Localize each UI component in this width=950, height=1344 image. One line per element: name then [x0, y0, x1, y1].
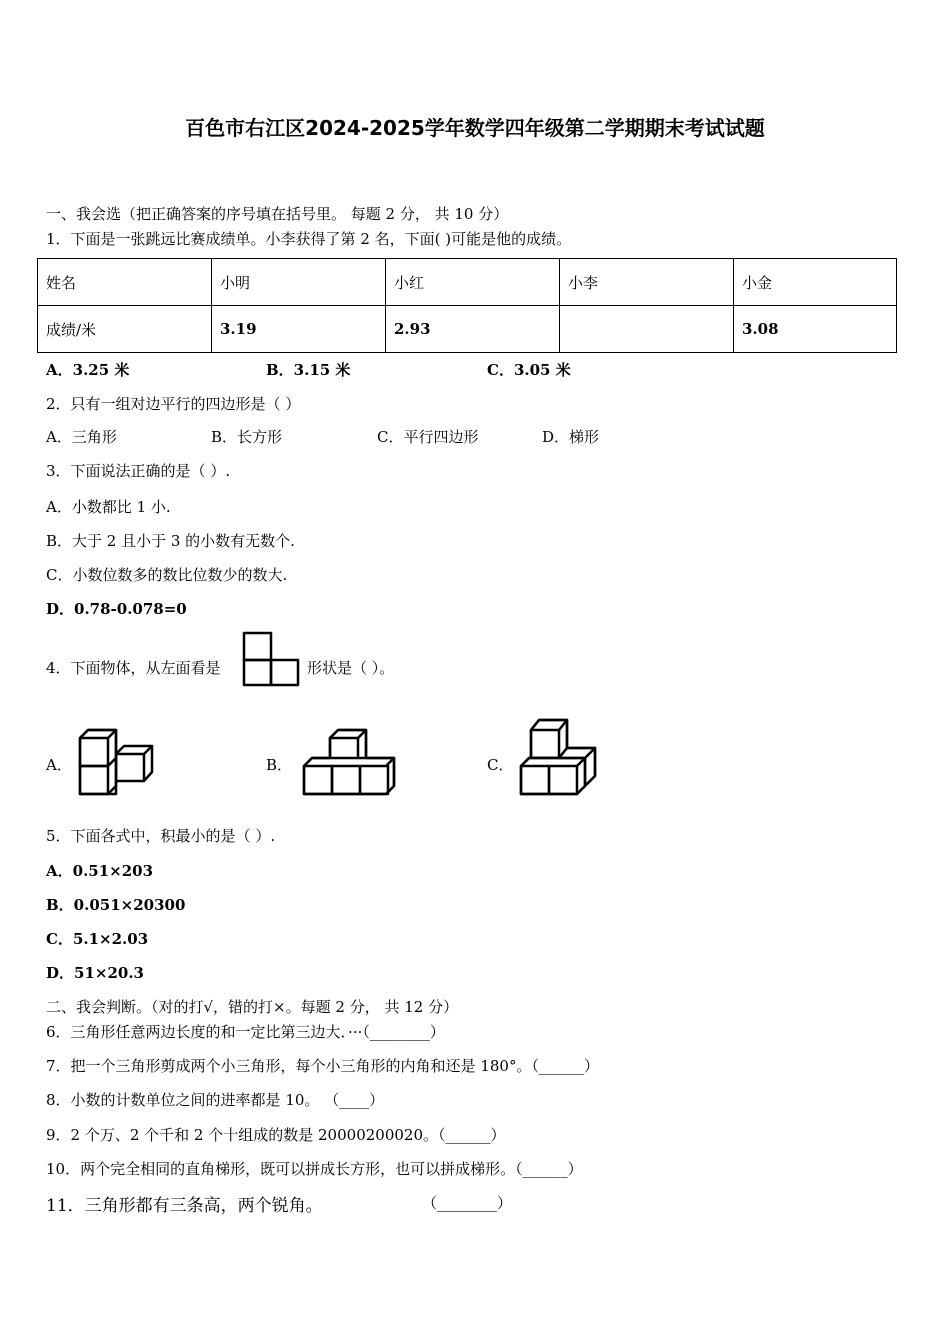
q5-option-c: C．5.1×2.03: [46, 930, 149, 948]
q4-text: 4．下面物体，从左面看是: [46, 659, 221, 677]
q5-option-a: A．0.51×203: [46, 862, 154, 880]
table-cell: 3.19: [212, 306, 386, 353]
q3-option-b: B．大于 2 且小于 3 的小数有无数个.: [46, 532, 295, 550]
judgment-item: 9．2 个万、2 个千和 2 个十组成的数是 20000200020。（______）: [46, 1126, 506, 1144]
left-view-shape-icon: [241, 630, 301, 688]
q2-option-d: D．梯形: [542, 428, 600, 446]
table-row: [38, 306, 897, 353]
q2-option-b: B．长方形: [211, 428, 283, 446]
q1-option-c: C．3.05 米: [487, 361, 571, 379]
q11-text: 11．三角形都有三条高，两个锐角。: [46, 1196, 323, 1216]
q2-option-c: C．平行四边形: [377, 428, 479, 446]
q4-option-a: A．: [46, 756, 72, 774]
q2-option-a: A．三角形: [46, 428, 117, 446]
q1-option-b: B．3.15 米: [266, 361, 351, 379]
q3-option-a: A．小数都比 1 小.: [46, 498, 171, 516]
page-title: 百色市右江区2024-2025学年数学四年级第二学期期末考试试题: [185, 116, 765, 140]
q5-option-d: D．51×20.3: [46, 964, 144, 982]
table-row-label: 成绩/米: [38, 306, 212, 353]
q3-option-c: C．小数位数多的数比位数少的数大.: [46, 566, 288, 584]
q2-text: 2．只有一组对边平行的四边形是（ ）: [46, 395, 301, 413]
table-header-cell: 小明: [212, 259, 386, 306]
q4-text-after: 形状是（ ）。: [307, 659, 395, 677]
judgment-item: 7．把一个三角形剪成两个小三角形，每个小三角形的内角和还是 180°。（______）: [46, 1057, 599, 1075]
table-cell: 3.08: [734, 306, 897, 353]
q4-option-b: B．: [266, 756, 293, 774]
section2-heading: 二、我会判断。（对的打√，错的打×。每题 2 分， 共 12 分）: [46, 998, 459, 1016]
table-row: [38, 259, 897, 306]
q1-text: 1．下面是一张跳远比赛成绩单。小李获得了第 2 名，下面( )可能是他的成绩。: [46, 230, 572, 248]
q5-option-b: B．0.051×20300: [46, 896, 186, 914]
judgment-item: 10．两个完全相同的直角梯形，既可以拼成长方形，也可以拼成梯形。（______）: [46, 1160, 583, 1178]
cube-figure-b-icon: [300, 726, 400, 798]
q4-option-c: C．: [487, 756, 514, 774]
cube-figure-a-icon: [76, 726, 158, 798]
score-table: [37, 258, 897, 353]
section1-heading: 一、我会选（把正确答案的序号填在括号里。 每题 2 分， 共 10 分）: [46, 205, 509, 223]
table-header-cell: 小李: [560, 259, 734, 306]
table-header-cell: 姓名: [38, 259, 212, 306]
cube-figure-c-icon: [517, 716, 599, 798]
table-header-cell: 小红: [386, 259, 560, 306]
table-cell: 2.93: [386, 306, 560, 353]
judgment-item: 8．小数的计数单位之间的进率都是 10。 （____）: [46, 1091, 385, 1109]
q1-option-a: A．3.25 米: [46, 361, 130, 379]
table-cell: [560, 306, 734, 353]
q3-text: 3．下面说法正确的是（ ）.: [46, 462, 231, 480]
q3-option-d: D．0.78-0.078=0: [46, 600, 187, 618]
q11-blank: （________）: [422, 1194, 513, 1212]
judgment-item: 6．三角形任意两边长度的和一定比第三边大．···（________）: [46, 1023, 445, 1041]
q5-text: 5．下面各式中，积最小的是（ ）.: [46, 827, 276, 845]
table-header-cell: 小金: [734, 259, 897, 306]
